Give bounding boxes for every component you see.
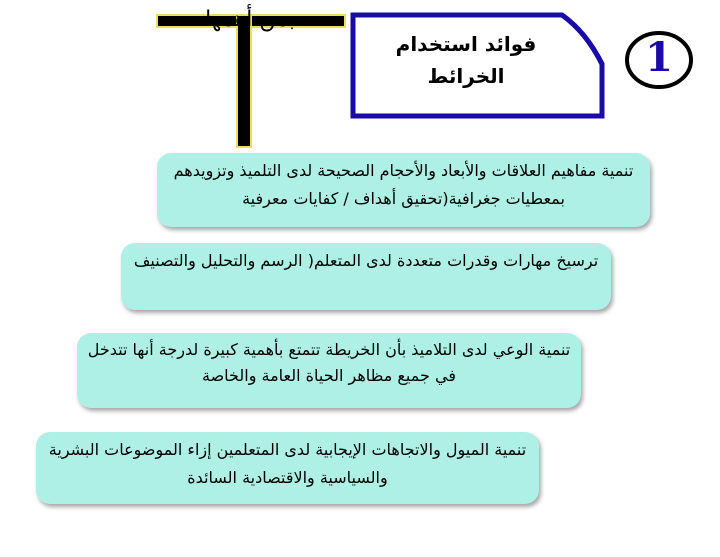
benefit-box: تنمية الميول والاتجاهات الإيجابية لدى المتعلمين إزاء الموضوعات البشرية والسياسية والاقتصادية السائدة bbox=[36, 432, 539, 504]
bar-label: بمن أهمها bbox=[205, 7, 295, 32]
benefit-box: تنمية الوعي لدى التلاميذ بأن الخريطة تتمتع بأهمية كبيرة لدرجة أنها تتدخل في جميع مظاهر الحياة العامة والخاصة bbox=[77, 333, 581, 408]
number-label: 1 bbox=[645, 34, 673, 81]
benefit-box: تنمية مفاهيم العلاقات والأبعاد والأحجام الصحيحة لدى التلميذ وتزويدهم بمعطيات جغرافية(تحقيق أهداف / كفايات معرفية bbox=[157, 153, 650, 227]
benefit-box: ترسيخ مهارات وقدرات متعددة لدى المتعلم( الرسم والتحليل والتصنيف bbox=[121, 243, 611, 310]
title-text: فوائد استخدام الخرائط bbox=[395, 32, 537, 88]
